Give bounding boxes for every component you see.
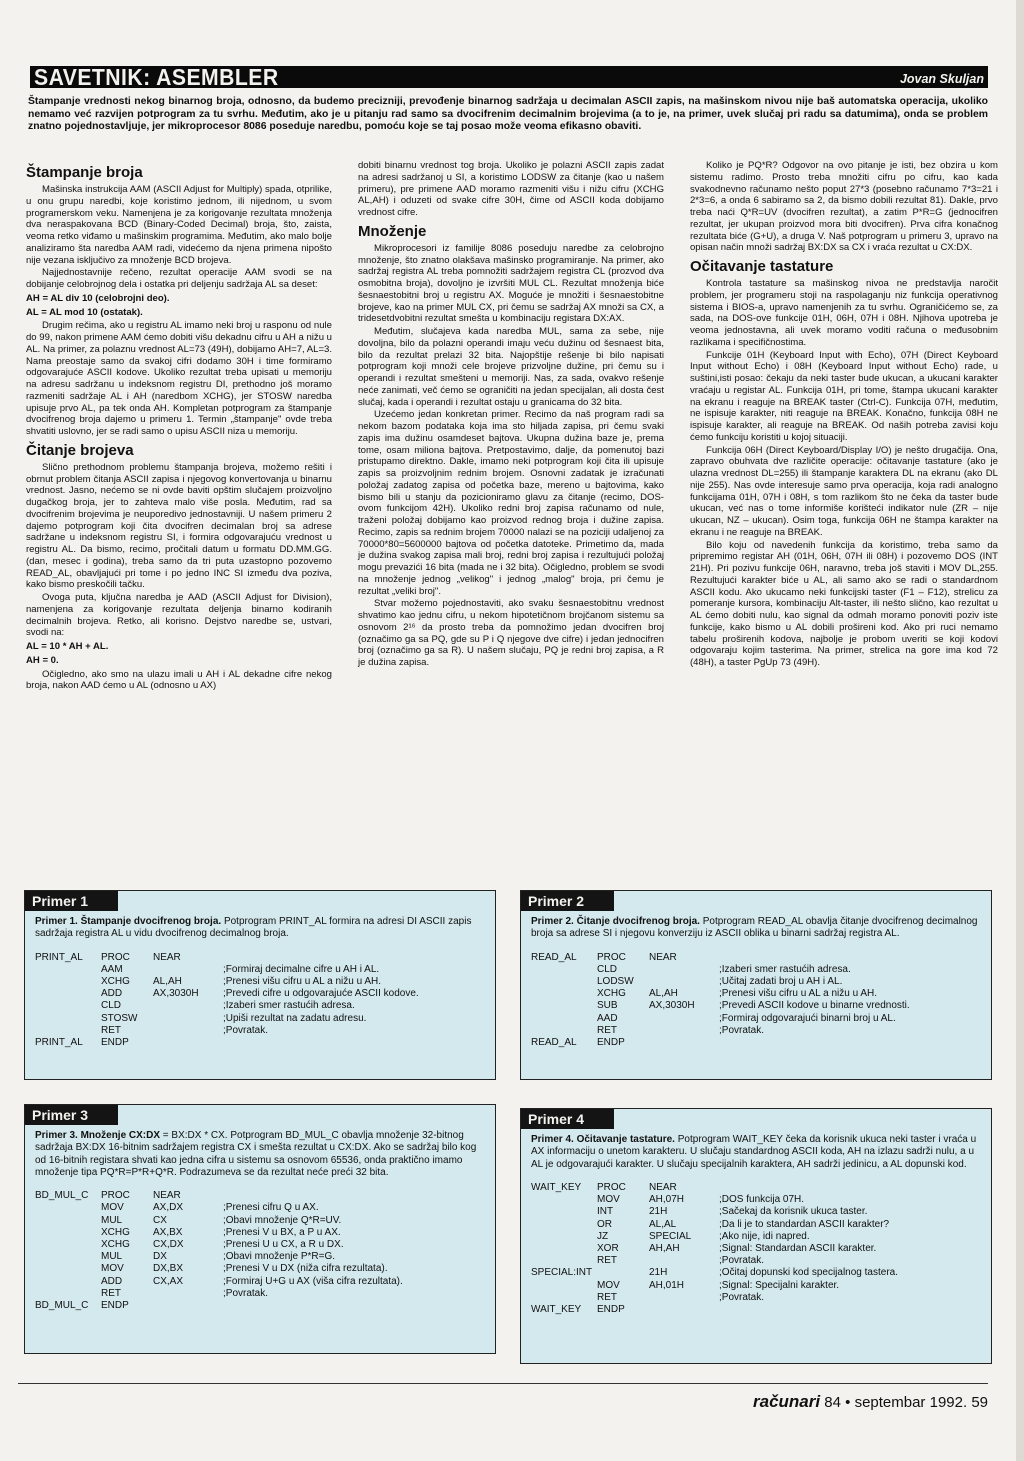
code-label: SPECIAL:INT xyxy=(531,1267,593,1279)
code-line xyxy=(531,1206,898,1218)
code-operand: AX,3030H xyxy=(153,988,199,1000)
code-line xyxy=(531,1000,910,1012)
code-line xyxy=(531,1243,898,1255)
code-operand: NEAR xyxy=(153,951,181,963)
code-operand: NEAR xyxy=(153,1190,181,1202)
code-line xyxy=(35,1037,419,1049)
code-label xyxy=(531,964,597,976)
code-mnemonic: CLD xyxy=(101,1000,122,1012)
code-comment: ;Ako nije, idi napred. xyxy=(719,1230,810,1242)
code-mnemonic: PROC xyxy=(101,951,130,963)
primer-1-title: Primer 1 xyxy=(25,891,118,911)
code-mnemonic: XCHG xyxy=(101,1239,130,1250)
code-label xyxy=(35,988,101,1000)
code-operand: AX,3030H xyxy=(649,1000,695,1012)
code-label: PRINT_AL xyxy=(35,951,83,963)
code-operand: AL,AH xyxy=(649,988,678,1000)
code-line xyxy=(531,1267,898,1279)
code-label xyxy=(35,964,101,976)
code-line xyxy=(35,1288,403,1300)
page-number: 59 xyxy=(971,1394,988,1411)
code-label xyxy=(35,1239,101,1251)
code-label: BD_MUL_C xyxy=(35,1190,89,1202)
author-name: Jovan Skuljan xyxy=(899,72,984,86)
code-comment: ;Izaberi smer rastućih adresa. xyxy=(223,1000,355,1012)
page-edge xyxy=(1016,0,1024,1461)
code-line xyxy=(531,1013,910,1025)
column-2 xyxy=(358,160,664,670)
primer-4-box xyxy=(520,1108,992,1364)
code-line xyxy=(35,976,419,988)
code-operand: SPECIAL xyxy=(649,1230,692,1242)
page-footer xyxy=(753,1392,988,1412)
code-label xyxy=(531,1194,597,1206)
code-label xyxy=(35,1025,101,1037)
code-operand xyxy=(153,1300,223,1312)
formula: AH = AL div 10 (celobrojni deo). xyxy=(26,292,170,304)
code-comment xyxy=(223,1190,403,1202)
code-line xyxy=(35,1263,403,1275)
code-label xyxy=(35,1263,101,1275)
code-mnemonic: MOV xyxy=(597,1279,620,1291)
code-operand: DX xyxy=(153,1251,167,1263)
code-line xyxy=(35,1227,403,1239)
primer-2-box xyxy=(520,890,992,1080)
code-comment xyxy=(223,1037,419,1049)
paragraph: dobiti binarnu vrednost tog broja. Ukoliko je polazni ASCII zapis zadat na adresi sadržanoj u SI, a koristimo LODSW za čitanje (kao u našem primeru), pre primene AAD moramo razmeniti višu i nižu cifru (XCHG AL,AH) i oduzeti od svake cifre 30H, čime od ASCII koda dobijamo vrednost cifre. xyxy=(358,160,664,218)
code-mnemonic: PROC xyxy=(597,951,626,963)
code-line xyxy=(531,976,910,988)
footer-rule xyxy=(18,1383,988,1384)
code-mnemonic: RET xyxy=(597,1024,617,1036)
issue-number: 84 xyxy=(824,1394,841,1411)
code-comment: ;Prenesi V u DX (niža cifra rezultata). xyxy=(223,1263,388,1275)
code-comment: ;Formiraj decimalne cifre u AH i AL. xyxy=(223,963,380,975)
code-operand xyxy=(153,964,223,976)
code-mnemonic: RET xyxy=(101,1024,121,1036)
primer-2-caption: Primer 2. Čitanje dvocifrenog broja. xyxy=(531,916,700,927)
code-mnemonic: RET xyxy=(597,1291,617,1303)
code-operand: AL,AH xyxy=(153,976,182,987)
code-line xyxy=(35,952,419,964)
code-operand: NEAR xyxy=(649,951,677,963)
code-label xyxy=(531,1025,597,1037)
code-mnemonic: ADD xyxy=(101,988,123,1000)
code-mnemonic: STOSW xyxy=(101,1012,138,1024)
code-label xyxy=(531,988,597,1000)
primer-2-description xyxy=(521,911,991,944)
code-comment: ;Prevedi cifre u odgovarajuće ASCII kodove. xyxy=(223,988,419,1000)
code-label xyxy=(35,1000,101,1012)
code-operand xyxy=(649,1037,719,1049)
primer-3-box xyxy=(24,1104,496,1354)
code-label xyxy=(35,1227,101,1239)
primer-3-code xyxy=(35,1190,403,1312)
code-label xyxy=(35,1202,101,1214)
code-operand xyxy=(153,1288,223,1300)
paragraph: Stvar možemo pojednostaviti, ako svaku šesnaestobitnu vrednost shvatimo kao jednu cifru, u nekom hipotetičnom brojčanom sistemu sa osnovom 2¹⁶ da prosto treba da pomnožimo jedan dvocifren broj (označimo ga sa PQ, gde su P i Q njegove dve cifre) i jedan jednocifren broj (označimo ga sa R). U našem slučaju, PQ je redni broj zapisa, a R je dužina zapisa. xyxy=(358,598,664,668)
code-line xyxy=(531,1231,898,1243)
code-operand xyxy=(649,1013,719,1025)
code-operand xyxy=(649,964,719,976)
code-operand xyxy=(649,1025,719,1037)
code-label: PRINT_AL xyxy=(35,1037,83,1049)
code-comment: ;Prevedi ASCII kodove u binarne vrednosti. xyxy=(719,1000,910,1012)
code-mnemonic: XCHG xyxy=(597,988,626,1000)
code-comment: ;Učitaj zadati broj u AH i AL. xyxy=(719,976,843,987)
code-operand xyxy=(649,976,719,988)
code-line xyxy=(531,964,910,976)
primer-2-code xyxy=(531,952,910,1050)
code-label xyxy=(35,1215,101,1227)
code-operand: AH,07H xyxy=(649,1194,685,1206)
magazine-name: računari xyxy=(753,1392,821,1411)
section-title: SAVETNIK: ASEMBLER xyxy=(34,64,279,90)
code-operand: CX,AX xyxy=(153,1275,184,1287)
primer-4-caption: Primer 4. Očitavanje tastature. xyxy=(531,1134,675,1145)
code-label xyxy=(531,1231,597,1243)
paragraph: Funkcije 01H (Keyboard Input with Echo), 07H (Direct Keyboard Input without Echo) i 08H (Keyboard Input without Echo) rade, u suštini,isti posao: čekaju da neki taster bude ukucan, a ukucani karakter vraćaju u registar AL. Funkcija 01H, pri tome, štampa ukucani karakter na ekranu i reaguje na BREAK taster (Ctrl-C). Funkcija 07H, međutim, ne ispisuje karakter, niti reaguje na BREAK. Konačno, funkcija 08H ne ispisuje karakter, ali reaguje na BREAK. Od naših potreba zavisi koju ćemo funkciju koristiti u kojoj situaciji. xyxy=(690,349,998,443)
column-3 xyxy=(690,160,998,670)
code-mnemonic: SUB xyxy=(597,1000,618,1012)
code-mnemonic: XCHG xyxy=(101,1226,130,1238)
code-line xyxy=(531,1025,910,1037)
code-comment: ;Prenesi V u BX, a P u AX. xyxy=(223,1226,341,1238)
code-comment xyxy=(719,1304,898,1316)
code-line xyxy=(35,1276,403,1288)
code-label: READ_AL xyxy=(531,951,577,963)
code-line xyxy=(35,1215,403,1227)
code-mnemonic: MOV xyxy=(101,1263,124,1275)
code-line xyxy=(531,1219,898,1231)
code-line xyxy=(531,1182,898,1194)
code-operand xyxy=(649,1304,719,1316)
heading-stampanje-broja: Štampanje broja xyxy=(26,164,143,181)
code-label xyxy=(531,1292,597,1304)
code-label xyxy=(531,1255,597,1267)
code-label xyxy=(35,976,101,988)
code-operand: AX,DX xyxy=(153,1202,184,1214)
primer-1-box xyxy=(24,890,496,1080)
formula: AL = AL mod 10 (ostatak). xyxy=(26,306,143,318)
code-comment: ;Prenesi višu cifru u AL a nižu u AH. xyxy=(719,988,878,1000)
code-comment: ;Formiraj odgovarajući binarni broj u AL. xyxy=(719,1012,896,1024)
code-mnemonic: AAM xyxy=(101,963,123,975)
primer-1-caption: Primer 1. Štampanje dvocifrenog broja. xyxy=(35,916,222,927)
code-comment xyxy=(719,1037,910,1049)
paragraph: Mikroprocesori iz familije 8086 poseduju naredbe za celobrojno množenje, što znatno olakšava mašinsko programiranje. Na primer, ako sadržaj registra AL treba pomnožiti sadržajem registra CL (prozvod dva osmobitna broja), dovoljno je izvršiti MUL CL. Rezultat množenja biće šesnaestobitni broj u registru AX. Moguće je množiti i šesnaestobitne brojeve, kao na primer MUL CX, pri čemu se sadržaj AX množi sa CX, a tridesetdvobitni rezultat smešta u kombinaciju registara DX:AX. xyxy=(358,242,664,325)
footer-bullet: • xyxy=(845,1394,851,1411)
code-label xyxy=(531,1219,597,1231)
code-line xyxy=(531,1292,898,1304)
code-comment: ;Prenesi U u CX, a R u DX. xyxy=(223,1239,344,1250)
intro-paragraph: Štampanje vrednosti nekog binarnog broja, odnosno, da budemo precizniji, prevođenje binarnog sadržaja u decimalan ASCII zapis, na mašinskom nivou nije baš automatska operacija, ukoliko nemamo već razvijen potprogram za tu svrhu. Međutim, ako je u pitanju rad samo sa dvocifrenim decimalnim brojevima (a to je, na primer, uvek slučaj pri radu sa datumima), onda se problem znatno pojednostavljuje, jer mikroprocesor 8086 poseduje naredbu, pomoću koje se taj posao može veoma efikasno obaviti. xyxy=(28,96,988,133)
code-comment: ;Obavi množenje Q*R=UV. xyxy=(223,1214,342,1226)
code-operand xyxy=(153,1025,223,1037)
heading-mnozenje: Množenje xyxy=(358,222,427,240)
code-mnemonic: MUL xyxy=(101,1214,123,1226)
code-comment: ;Sačekaj da korisnik ukuca taster. xyxy=(719,1206,868,1218)
code-mnemonic: MOV xyxy=(597,1194,620,1206)
code-label xyxy=(35,1276,101,1288)
code-comment: ;Povratak. xyxy=(719,1255,765,1267)
paragraph: Slično prethodnom problemu štampanja brojeva, možemo rešiti i obrnut problem čitanja ASCII zapisa i njegovog konvertovanja u binarnu vrednost. Jasno, nećemo se ni ovde baviti opštim slučajem proizvoljno dugačkog broja, jer to zahteva malo više posla. Međutim, rad sa dvocifrenim brojevima je neuporedivo jednostavniji. U našem primeru 2 dajemo potprogram koji čita dvocifren decimalan broj sa adrese sadržane u indeksnom registru SI, i formira odgovarajuću vrednost u registru AL. Da bismo, recimo, pročitali datum u formatu DD.MM.GG. (dan, mesec i godina), treba samo da tri puta uzastopno pozovemo READ_AL, obavljajući pri tome i po jedno INC SI između dva poziva, kako bismo preskočili tačku. xyxy=(26,461,332,591)
code-operand: AH,AH xyxy=(649,1242,680,1254)
code-mnemonic: ADD xyxy=(101,1275,123,1287)
code-line xyxy=(531,1194,898,1206)
code-label xyxy=(531,1013,597,1025)
code-line xyxy=(531,1037,910,1049)
heading-ocitavanje-tastature: Očitavanje tastature xyxy=(690,258,834,275)
primer-4-code xyxy=(531,1182,898,1316)
code-mnemonic xyxy=(597,1267,649,1279)
code-comment xyxy=(719,952,910,964)
primer-1-code xyxy=(35,952,419,1050)
code-line xyxy=(35,1300,403,1312)
code-line xyxy=(35,988,419,1000)
paragraph: Bilo koju od navedenih funkcija da koristimo, treba samo da pripremimo registar AH (01H, 06H, 07H ili 08H) i pozovemo DOS (INT 21H). Pri pozivu funkcije 06H, naravno, treba još staviti i MOV DL,255. Rezultujući karakter biće u AL, ali samo ako se radi o standardnom ASCII kodu. Ako ukucamo neki funkcijski taster (F1 – F12), strelicu za pomeranje kursora, kombinaciju Alt-taster, ili nešto slično, kao rezultat u AL ćemo dobiti nulu, kao signal da odmah moramo ponoviti poziv iste funkcije, kako bismo u AL dobili prošireni kod. Ako pri ruci nemamo tabelu proširenih kodova, najbolje je probom uveriti se koji kodovi odgovaraju kojim tasterima. Na primer, strelica na gore ima kod 72 (48H), a taster PgUp 73 (49H). xyxy=(690,539,998,668)
code-line xyxy=(35,1000,419,1012)
code-operand: 21H xyxy=(649,1267,668,1279)
code-mnemonic: PROC xyxy=(101,1190,130,1202)
code-label: WAIT_KEY xyxy=(531,1181,582,1193)
code-comment xyxy=(223,1300,403,1312)
formula: AH = 0. xyxy=(26,654,59,666)
code-label xyxy=(531,1243,597,1255)
code-comment: ;Izaberi smer rastućih adresa. xyxy=(719,963,851,975)
primer-4-description xyxy=(521,1129,991,1174)
code-line xyxy=(35,964,419,976)
code-mnemonic: RET xyxy=(597,1255,617,1267)
code-comment: ;Povratak. xyxy=(719,1024,765,1036)
code-mnemonic: RET xyxy=(101,1287,121,1299)
code-label xyxy=(531,976,597,988)
code-comment: ;Povratak. xyxy=(719,1291,765,1303)
paragraph: Očigledno, ako smo na ulazu imali u AH i AL dekadne cifre nekog broja, nakon AAD ćemo u AL (odnosno u AX) xyxy=(26,668,332,692)
code-line xyxy=(531,1255,898,1267)
code-comment: ;Prenesi cifru Q u AX. xyxy=(223,1202,319,1214)
code-mnemonic: PROC xyxy=(597,1181,626,1193)
code-mnemonic: MOV xyxy=(101,1202,124,1214)
code-label xyxy=(531,1000,597,1012)
primer-4-title: Primer 4 xyxy=(521,1109,614,1129)
code-label: BD_MUL_C xyxy=(35,1300,89,1312)
code-mnemonic: ENDP xyxy=(597,1303,625,1315)
code-operand: AL,AL xyxy=(649,1218,677,1230)
primer-3-caption: Primer 3. Množenje CX:DX xyxy=(35,1130,161,1141)
code-comment: ;Signal: Specijalni karakter. xyxy=(719,1279,840,1291)
heading-citanje-brojeva: Čitanje brojeva xyxy=(26,441,134,459)
code-comment: ;DOS funkcija 07H. xyxy=(719,1194,805,1206)
code-label: READ_AL xyxy=(531,1037,577,1049)
code-mnemonic: ENDP xyxy=(597,1037,625,1049)
paragraph: Koliko je PQ*R? Odgovor na ovo pitanje je isti, bez obzira u kom sistemu radimo. Prosto treba množiti cifru po cifru, kao kada svakodnevno računamo nešto poput 27*3 (posebno računamo 7*3=21 i 2*3=6, a onda 6 sabiramo sa 2, da bismo dobili rezultat 81). Dakle, prvo treba naći Q*R=UV (dvocifren rezultat), a zatim P*R=G (jednocifren rezultat, jer ukupan proizvod mora biti dvocifren). Prva cifra konačnog rezultata biće (G+U), a druga V. Naš potprogram u primeru 3, upravo na opisan način množi sadržaj BX:DX sa CX i vraća rezultat u CX:DX. xyxy=(690,160,998,254)
code-comment: ;Da li je to standardan ASCII karakter? xyxy=(719,1218,890,1230)
paragraph: Ovoga puta, ključna naredba je AAD (ASCII Adjust for Division), namenjena za korigovanje rezultata deljenja binarno kodiranih decimalnih brojeva. Retko, ali korisno. Dejstvo naredbe se, ustvari, svodi na: xyxy=(26,592,332,639)
code-comment: ;Prenesi višu cifru u AL a nižu u AH. xyxy=(223,976,382,987)
primer-2-text: Potprogram READ_AL obavlja čitanje dvocifrenog decimalnog broja sa adrese SI i njegovu konverziju iz ASCII oblika u binarni sadržaj registra AL. xyxy=(531,916,978,940)
code-comment: ;Povratak. xyxy=(223,1024,269,1036)
code-label xyxy=(35,1288,101,1300)
code-label xyxy=(531,1280,597,1292)
code-comment: ;Upiši rezultat na zadatu adresu. xyxy=(223,1012,367,1024)
code-mnemonic: XCHG xyxy=(101,976,130,987)
primer-1-description xyxy=(25,911,495,944)
paragraph: Mašinska instrukcija AAM (ASCII Adjust for Multiply) spada, otprilike, u onu grupu naredbi, koje koristimo jednom, ili nijednom, u svom programerskom veku. Namenjena je za korigovanje rezultata množenja dva neraspakovana BCD (Binary-Coded Decimal) broja, što, zaista, veoma retko viđamo u mašinskim programima. Međutim, ako malo bolje analiziramo šta naredba AAM radi, videćemo da njena primena nipošto nije vezana isključivo za množenje BCD brojeva. xyxy=(26,184,332,266)
code-line xyxy=(531,952,910,964)
code-label: WAIT_KEY xyxy=(531,1303,582,1315)
primer-3-title: Primer 3 xyxy=(25,1105,118,1125)
code-line xyxy=(35,1190,403,1202)
code-mnemonic: INT xyxy=(597,1206,614,1218)
code-comment xyxy=(223,952,419,964)
code-mnemonic: AAD xyxy=(597,1012,618,1024)
code-comment: ;Formiraj U+G u AX (viša cifra rezultata). xyxy=(223,1275,403,1287)
code-operand: DX,BX xyxy=(153,1263,184,1275)
code-operand: AX,BX xyxy=(153,1226,183,1238)
code-line xyxy=(531,1280,898,1292)
code-label xyxy=(35,1013,101,1025)
code-line xyxy=(35,1025,419,1037)
code-mnemonic: ENDP xyxy=(101,1037,129,1049)
primer-3-text: = BX:DX * CX. Potprogram BD_MUL_C obavlja množenje 32-bitnog sadržaja BX:DX 16-bitnim sadržajem registra CX i smešta rezultat u CX:DX. Ako se sadržaj bilo kog od 16-bitnih registara shvati kao jedna cifra u sistemu sa osnovom 65536, onda praktično imamo množenje tipa PQ*R=P*R+Q*R. Podrazumeva se da rezultat neće preći 32 bita. xyxy=(35,1130,477,1178)
code-mnemonic: JZ xyxy=(597,1230,609,1242)
paragraph: Međutim, slučajeva kada naredba MUL, sama za sebe, nije dovoljna, bilo da polazni operandi imaju veću dužinu od šesnaest bita, bilo da rezultat prelazi 32 bita. Najopštije rešenje bi bilo napisati potprogram koji množi cele brojeve prizvoljne dužine, pri čemu su i operandi i rezultat smešteni u memoriji. Nas, za sada, ovakvo rešenje neće zanimati, več ćemo se ograničiti na jedan specijalan, ali dosta čest slučaj, kada i operandi i rezultat ostaju u granicama do 32 bita. xyxy=(358,326,664,408)
paragraph: Drugim rečima, ako u registru AL imamo neki broj u rasponu od nule do 99, nakon primene AAM ćemo dobiti višu dekadnu cifru u AH a nižu u AL. Na primer, za polaznu vrednost AL=73 (49H), dobijamo AH=7, AL=3. Nama preostaje samo da svakoj cifri dodamo 30H i time formiramo odgovarajuće ASCII kodove. Ukoliko rezultat treba upisati u memoriju na adresu sadržanu u indeksnom registru DI, prethodno još moramo razmeniti sadržaje AL i AH (naredbom XCHG), jer STOSW naredba upisuje prvo AL, pa tek onda AH. Kompletan potprogram za štampanje dvocifrenog broja dajemo u primeru 1. Termin „štampanje" ovde treba shvatiti uslovno, jer se radi samo o upisu ASCII niza u memoriju. xyxy=(26,320,332,437)
paragraph: Kontrola tastature sa mašinskog nivoa ne predstavlja naročit problem, jer programeru stoji na raspolaganju niz funkcija operativnog sistema i BIOS-a, upravo namenjenih za tu svrhu. Ograničićemo se, za sada, na DOS-ove funkcije 01H, 06H, 07H i 08H. Njihova upotreba je veoma jednostavna, ali uvek moramo voditi računa o međusobnim razlikama i specifičnostima. xyxy=(690,278,998,348)
code-operand: CX,DX xyxy=(153,1239,184,1250)
code-comment xyxy=(719,1182,898,1194)
code-label xyxy=(531,1206,597,1218)
code-line xyxy=(35,1202,403,1214)
code-line xyxy=(35,1239,403,1251)
primer-4-text: Potprogram WAIT_KEY čeka da korisnik ukuca neki taster i vraća u AX informaciju o unetom karakteru. U slučaju standardnog ASCII koda, AH na izlazu sadrži nulu, a u AL je odgovarajući karakter. U slučaju specijalnih karaktera, AH sadrži jedinicu, a AL dopunski kod. xyxy=(531,1134,977,1170)
code-mnemonic: LODSW xyxy=(597,976,634,987)
code-mnemonic: ENDP xyxy=(101,1300,129,1312)
code-operand xyxy=(153,1000,223,1012)
code-line xyxy=(35,1251,403,1263)
formula: AL = 10 * AH + AL. xyxy=(26,641,109,652)
issue-date: septembar 1992. xyxy=(854,1394,968,1411)
code-operand xyxy=(153,1037,223,1049)
code-mnemonic: OR xyxy=(597,1218,612,1230)
primer-1-text: Potprogram PRINT_AL formira na adresi DI ASCII zapis sadržaja registra AL u vidu dvocifrenog decimalnog broja. xyxy=(35,916,472,940)
code-mnemonic: CLD xyxy=(597,963,618,975)
code-operand: AH,01H xyxy=(649,1279,685,1291)
column-1 xyxy=(26,160,332,693)
code-comment: ;Očitaj dopunski kod specijalnog tastera. xyxy=(719,1267,898,1279)
code-operand xyxy=(153,1013,223,1025)
code-line xyxy=(531,988,910,1000)
code-comment: ;Signal: Standardan ASCII karakter. xyxy=(719,1242,877,1254)
code-label xyxy=(35,1251,101,1263)
code-comment: ;Povratak. xyxy=(223,1287,269,1299)
code-operand xyxy=(649,1292,719,1304)
paragraph: Najjednostavnije rečeno, rezultat operacije AAM svodi se na dobijanje celobrojnog dela i ostatka pri deljenju sadržaja AL sa deset: xyxy=(26,267,332,290)
code-operand: 21H xyxy=(649,1206,668,1218)
code-comment: ;Obavi množenje P*R=G. xyxy=(223,1251,335,1263)
code-line xyxy=(531,1304,898,1316)
primer-2-title: Primer 2 xyxy=(521,891,614,911)
paragraph: Funkcija 06H (Direct Keyboard/Display I/O) je nešto drugačija. Ona, zapravo obuhvata dve različite operacije: očitavanje tastature (ako je ulazna vrednost DL=255) ili štampanje karaktera DL na ekranu (ako DL nije 255). Nas ovde interesuje samo prva operacija, koja radi analogno funkcijama 01H, 07H i 08H, s tom razlikom što ne čeka da taster bude ukucan, već nas o tome informiše korišteći indikator nule (ZR – nije ukucan, NZ – ukucan). Osim toga, funkcija 06H ne štampa karakter na ekranu i ne reaguje na BREAK. xyxy=(690,444,998,538)
paragraph: Uzećemo jedan konkretan primer. Recimo da naš program radi sa nekom bazom podataka koja ima sto hiljada zapisa, pri čemu svaki zapis ima dužinu osamdeset bajtova. Ukupna dužina baze je, prema tome, osam miliona bajtova. Pretpostavimo, dalje, da pomenutoj bazi pristupamo direktno. Dakle, imamo neki potprogram koji čita ili upisuje zapis sa proizvoljnim rednim brojem. Osnovni zadatak je izračunati položaj zadatog zapisa od početka baze, mereno u bajtovima, kako bismo bili u stanju da pozicioniramo glavu za čitanje (recimo, DOS-ovom funkcijom 42H). Ukoliko redni broj zapisa računamo od nule, traženi položaj dobijamo kao proizvod rednog broja i dužine zapisa. Recimo, zapis sa rednim brojem 70000 nalazi se na poziciji udaljenoj za 70000*80=5600000 bajtova od početka datoteke. Primetimo da, mada je dužina svakog zapisa mali broj, redni broj zapisa i rezultujući položaj mogu prevazići 16 bita (mada ne i 32 bita). Očigledno, problem se svodi na množenje jednog „velikog" i jednog „malog" broja, pri čemu je rezultat „veliki broj". xyxy=(358,409,664,597)
code-operand: NEAR xyxy=(649,1181,677,1193)
code-line xyxy=(35,1013,419,1025)
code-operand xyxy=(649,1255,719,1267)
primer-3-description xyxy=(25,1125,495,1182)
code-mnemonic: XOR xyxy=(597,1242,619,1254)
code-operand: CX xyxy=(153,1214,167,1226)
code-mnemonic: MUL xyxy=(101,1251,123,1263)
